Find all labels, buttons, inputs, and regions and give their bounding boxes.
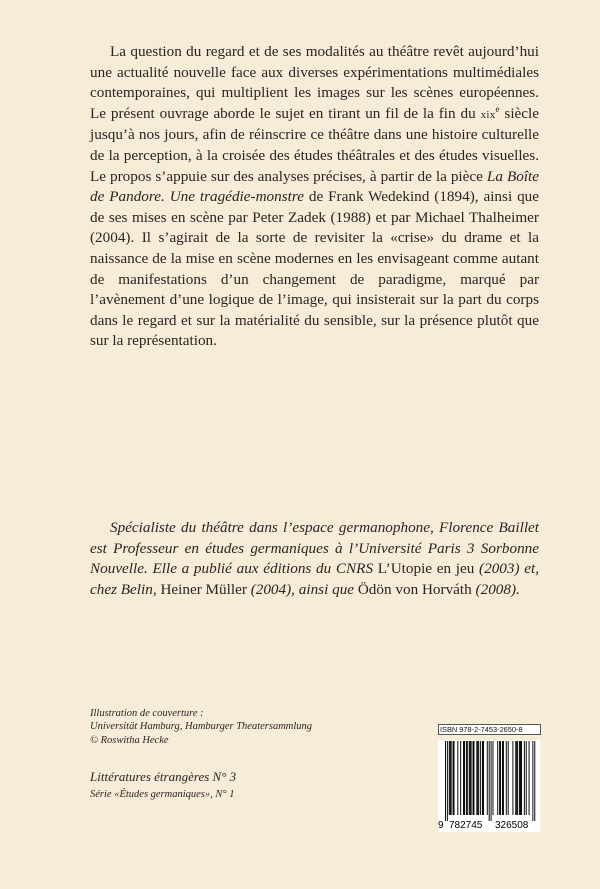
collection-name: Littératures étrangères N° 3 <box>90 769 237 784</box>
barcode-bar <box>464 741 465 815</box>
barcode-bar <box>477 741 478 815</box>
barcode-bar <box>502 741 503 815</box>
barcode-bar <box>487 741 488 815</box>
barcode-bar <box>497 741 498 815</box>
barcode-bar <box>516 741 517 815</box>
barcode-bar <box>515 741 516 815</box>
barcode-bar <box>499 741 500 815</box>
barcode-bar <box>450 741 451 815</box>
barcode-bar <box>449 741 450 815</box>
barcode-bar <box>529 741 530 815</box>
barcode-bar <box>491 741 492 821</box>
barcode-bar <box>524 741 525 815</box>
barcode-bar <box>532 741 533 821</box>
barcode-bar <box>493 741 494 815</box>
barcode-bar <box>451 741 452 815</box>
barcode-bar <box>460 741 461 815</box>
series-info <box>90 768 410 803</box>
barcode-bar <box>469 741 470 815</box>
barcode-bar <box>534 741 535 821</box>
barcode-bar <box>519 741 520 815</box>
barcode-bar <box>471 741 472 815</box>
barcode-image <box>438 740 540 832</box>
subseries-name: Série «Études germaniques», N° 1 <box>90 789 235 800</box>
bio-part-3: (2004), ainsi que <box>246 580 358 598</box>
barcode-bar <box>463 741 464 815</box>
barcode-bar <box>517 741 518 815</box>
description-part-3: de Frank Wedekind (1894), ainsi que de ses mises en scène par Peter Zadek (1988) et par Michael Thalheimer (2004). Il s’agirait de la sorte de revisiter la «crise» du drame et la naissance de la mise en scène modernes en les envisageant comme autant de manifestations d’un changement de paradigme, marqué par l’avènement d’une logique de l’image, qui insisterait sur la part du corps dans le regard et sur la matérialité du sensible, sur la présence plutôt que sur la représentation. <box>90 188 539 350</box>
barcode-bar <box>503 741 504 815</box>
barcode-bar <box>473 741 474 815</box>
credit-line-1: Illustration de couverture : <box>90 708 204 719</box>
barcode-bar <box>508 741 509 815</box>
barcode-bar <box>454 741 455 815</box>
description-part-1: La question du regard et de ses modalités au théâtre revêt aujourd’hui une actualité nouvelle face aux diverses expérimentations multimédiales contemporaines, qui multiplient les images sur les scènes européennes. Le présent ouvrage aborde le sujet en tirant un fil de la fin du <box>90 43 539 122</box>
barcode-bar <box>445 741 446 821</box>
barcode-digits: 9 <box>438 820 444 831</box>
barcode-bar <box>467 741 468 815</box>
barcode-bar <box>506 741 507 815</box>
description-part-2: siècle jusqu’à nos jours, afin de réinscrire ce théâtre dans une histoire culturelle de la perception, à la croisée des études théâtrales et des études visuelles. Le propos s’appuie sur des analyses précises, à partir de la pièce <box>90 104 539 185</box>
author-bio <box>90 518 539 600</box>
barcode-graphic <box>438 740 540 832</box>
bio-part-1: Spécialiste du théâtre dans l’espace germanophone, Florence Baillet est Professeur en études germaniques à l’Université Paris 3 Sorbonne Nouvelle. Elle a publié aux éditions du CNRS <box>90 519 539 578</box>
barcode-bar <box>453 741 454 815</box>
barcode-bar <box>474 741 475 815</box>
book-description <box>90 42 539 352</box>
barcode-bar <box>476 741 477 815</box>
century-numeral: xix <box>480 108 496 121</box>
barcode-bar <box>480 741 481 815</box>
bio-part-4: (2008). <box>471 580 520 598</box>
barcode-bar <box>521 741 522 815</box>
century-superscript: e <box>495 103 500 114</box>
barcode-bar <box>466 741 467 815</box>
bio-book-1: L’Utopie en jeu <box>377 560 475 578</box>
isbn-label: ISBN 978-2-7453-2650-8 <box>438 724 541 735</box>
bio-part-2: (2003) et, chez Belin, <box>90 560 539 598</box>
barcode-bar <box>489 741 490 821</box>
barcode-bar <box>482 741 483 815</box>
barcode-digits: 782745 <box>449 820 483 831</box>
bio-book-2: Heiner Müller <box>160 580 247 598</box>
play-title: La Boîte de Pandore. Une tragédie-monstre <box>90 167 539 206</box>
barcode-bar <box>470 741 471 815</box>
credit-line-2: Universität Hamburg, Hamburger Theatersammlung <box>90 721 313 733</box>
barcode-bar <box>512 741 513 815</box>
credit-line-3: © Roswitha Hecke <box>90 734 169 746</box>
barcode-bar <box>520 741 521 815</box>
isbn-barcode <box>438 724 540 832</box>
barcode-bar <box>483 741 484 815</box>
barcode-bar <box>526 741 527 815</box>
barcode-digits: 326508 <box>495 820 529 831</box>
barcode-bar <box>500 741 501 815</box>
barcode-bar <box>447 741 448 821</box>
bio-book-3: Ödön von Horváth <box>357 580 472 598</box>
barcode-bar <box>457 741 458 815</box>
barcode-bar <box>478 741 479 815</box>
cover-illustration-credit <box>90 707 390 747</box>
